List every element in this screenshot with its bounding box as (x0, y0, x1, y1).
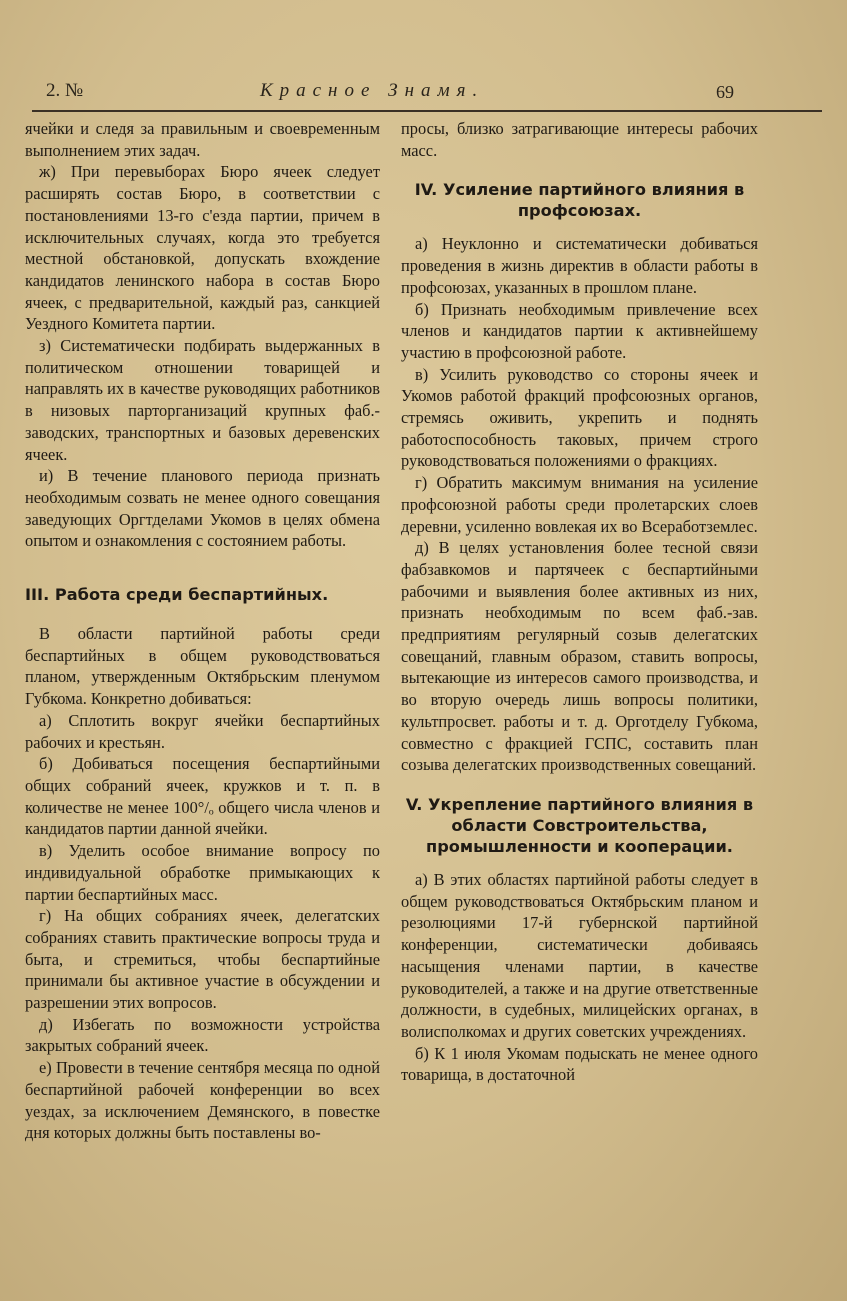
paragraph: В области партийной работы среди беспартийных в общем руководствоваться планом, утвержденным Октябрьским пленумом Губкома. Конкретно добиваться: (25, 624, 380, 709)
paragraph: е) Провести в течение сентября месяца по одной беспартийной рабочей конференции во всех уездах, за исключением Демянского, в повестке дня которых должны быть поставлены во- (25, 1058, 380, 1143)
header-rule (32, 110, 822, 112)
right-column (401, 118, 758, 1086)
paragraph: просы, близко затрагивающие интересы рабочих масс. (401, 119, 758, 160)
paragraph: д) Избегать по возможности устройства закрытых собраний ячеек. (25, 1014, 380, 1056)
section-heading-3: III. Работа среди беспартийных. (25, 585, 329, 605)
paragraph: б) Признать необходимым привлечение всех членов и кандидатов партии к активнейшему участию в профсоюзной работе. (401, 299, 758, 362)
paragraph: з) Систематически подбирать выдержанных в политическом отношении товарищей и направлять их в качестве руководящих работников в низовых парторганизаций крупных фаб.-заводских, транспортных и базовых деревенских ячеек. (25, 336, 380, 464)
paragraph: б) Добиваться посещения беспартийными общих собраний ячеек, кружков и т. п. в количестве не менее 100°/ₒ общего числа членов и кандидатов партии данной ячейки. (25, 754, 380, 839)
paragraph: ж) При перевыборах Бюро ячеек следует расширять состав Бюро, в соответствии с постановлениями 13-го с'езда партии, причем в исключительных случаях, когда это требуется местной обстановкой, допускать вхождение кандидатов ленинского набора в состав Бюро ячеек, с предварительной, каждый раз, санкцией Уездного Комитета партии. (25, 162, 380, 334)
paragraph: и) В течение планового периода признать необходимым созвать не менее одного совещания заведующих Оргтделами Укомов в целях обмена опытом и ознакомления с состоянием работы. (25, 466, 380, 551)
paragraph: а) В этих областях партийной работы следует в общем руководствоваться Октябрьским планом и резолюциями 17-й губернской партийной конференции, систематически добиваясь насыщения членами партии, в качестве руководителей, а также и на другие ответственные должности, в судебных, милицейских органах, в волисполкомах и других советских учреждениях. (401, 869, 758, 1041)
paragraph: г) Обратить максимум внимания на усиление профсоюзной работы среди пролетарских слоев деревни, усиленно вовлекая их во Всеработземлес. (401, 473, 758, 536)
paragraph: г) На общих собраниях ячеек, делегатских собраниях ставить практические вопросы труда и быта, и стремиться, чтобы беспартийные принимали бы активное участие в обсуждении и разрешении этих вопросов. (25, 906, 380, 1013)
paragraph: в) Усилить руководство со стороны ячеек и Укомов работой фракций профсоюзных органов, стремясь оживить, укрепить и поднять работоспособность таковых, причем строго руководствоваться положениями о фракциях. (401, 364, 758, 471)
issue-number: 2. № (46, 80, 84, 101)
paragraph: д) В целях установления более тесной связи фабзавкомов и партячеек с беспартийными рабочими и выявления более активных из них, признать необходимым по всем фаб.-зав. предприятиям регулярный созыв делегатских совещаний, главным образом, ставить вопросы, вытекающие из интересов самого производства, и во вторую очередь лишь вопросы политики, культпросвет. работы и т. д. Орготделу Губкома, совместно с фракцией ГСПС, составить план созыва делегатских производственных совещаний. (401, 538, 758, 775)
left-column (25, 118, 380, 1144)
paragraph: в) Уделить особое внимание вопросу по индивидуальной обработке примыкающих к партии беспартийных масс. (25, 841, 380, 904)
page-number: 69 (716, 82, 734, 102)
paragraph: б) К 1 июля Укомам подыскать не менее одного товарища, в достаточной (401, 1043, 758, 1085)
paragraph: а) Неуклонно и систематически добиваться проведения в жизнь директив в области работы в профсоюзах, указанных в прошлом плане. (401, 234, 758, 297)
journal-title: Красное Знамя. (260, 80, 485, 101)
page-header (0, 74, 847, 108)
section-heading-4: IV. Усиление партийного влияния в профсоюзах. (414, 180, 745, 221)
paragraph: а) Сплотить вокруг ячейки беспартийных рабочих и крестьян. (25, 710, 380, 752)
section-heading-5: V. Укрепление партийного влияния в области Совстроительства, промышленности и кооперации. (405, 794, 754, 856)
paragraph: ячейки и следя за правильным и своевременным выполнением этих задач. (25, 119, 380, 160)
